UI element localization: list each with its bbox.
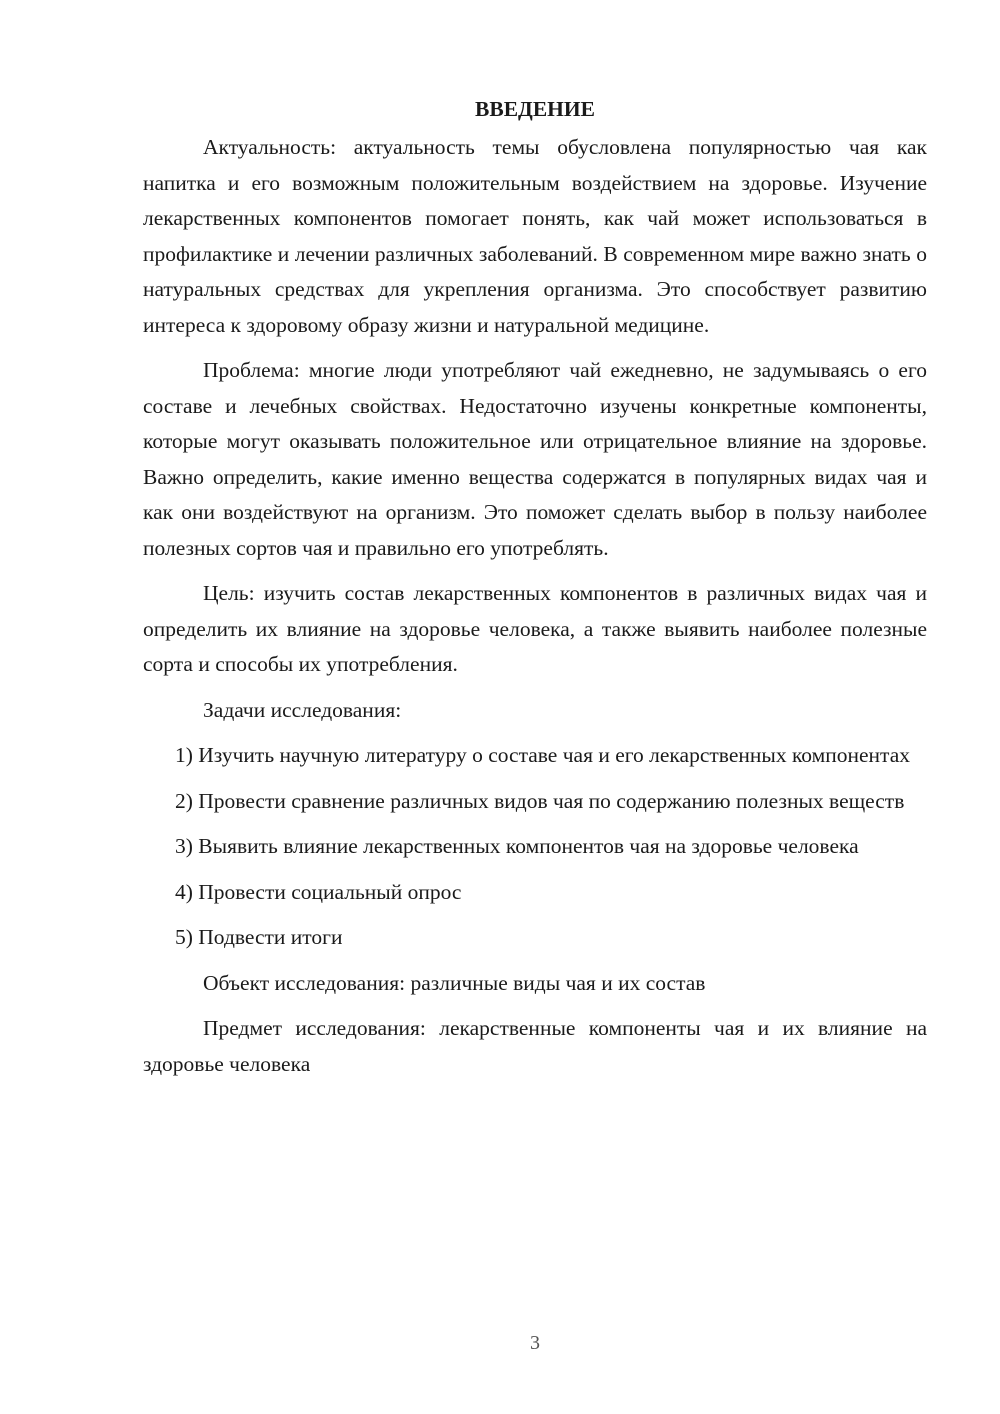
- task-item-3: 3) Выявить влияние лекарственных компонентов чая на здоровье человека: [175, 834, 859, 858]
- task-item-4: 4) Провести социальный опрос: [175, 879, 462, 904]
- page-content: [143, 92, 927, 1092]
- task-item-1: 1) Изучить научную литературу о составе чая и его лекарственных компонентах: [175, 743, 910, 767]
- relevance-paragraph: Актуальность: актуальность темы обусловлена популярностью чая как напитка и его возможным положительным воздействием на здоровье. Изучение лекарственных компонентов помогает понять, как чай может использоваться в профилактике и лечении различных заболеваний. В современном мире важно знать о натуральных средствах для укрепления организма. Это способствует развитию интереса к здоровому образу жизни и натуральной медицине.: [143, 135, 927, 337]
- page-number: 3: [530, 1332, 540, 1354]
- task-item-5: 5) Подвести итоги: [175, 925, 343, 949]
- tasks-heading: Задачи исследования:: [203, 697, 402, 722]
- problem-paragraph: Проблема: многие люди употребляют чай ежедневно, не задумываясь о его составе и лечебных свойствах. Недостаточно изучены конкретные компоненты, которые могут оказывать положительное или отрицательное влияние на здоровье. Важно определить, какие именно вещества содержатся в популярных видах чая и как они воздействуют на организм. Это поможет сделать выбор в пользу наиболее полезных сортов чая и правильно его употреблять.: [143, 358, 927, 560]
- section-heading: ВВЕДЕНИЕ: [475, 97, 595, 121]
- research-subject-paragraph: Предмет исследования: лекарственные компоненты чая и их влияние на здоровье человека: [143, 1016, 927, 1076]
- goal-paragraph: Цель: изучить состав лекарственных компонентов в различных видах чая и определить их влияние на здоровье человека, а также выявить наиболее полезные сорта и способы их употребления.: [143, 581, 927, 676]
- research-object-paragraph: Объект исследования: различные виды чая и их состав: [203, 970, 706, 995]
- task-item-2: 2) Провести сравнение различных видов чая по содержанию полезных веществ: [175, 788, 905, 813]
